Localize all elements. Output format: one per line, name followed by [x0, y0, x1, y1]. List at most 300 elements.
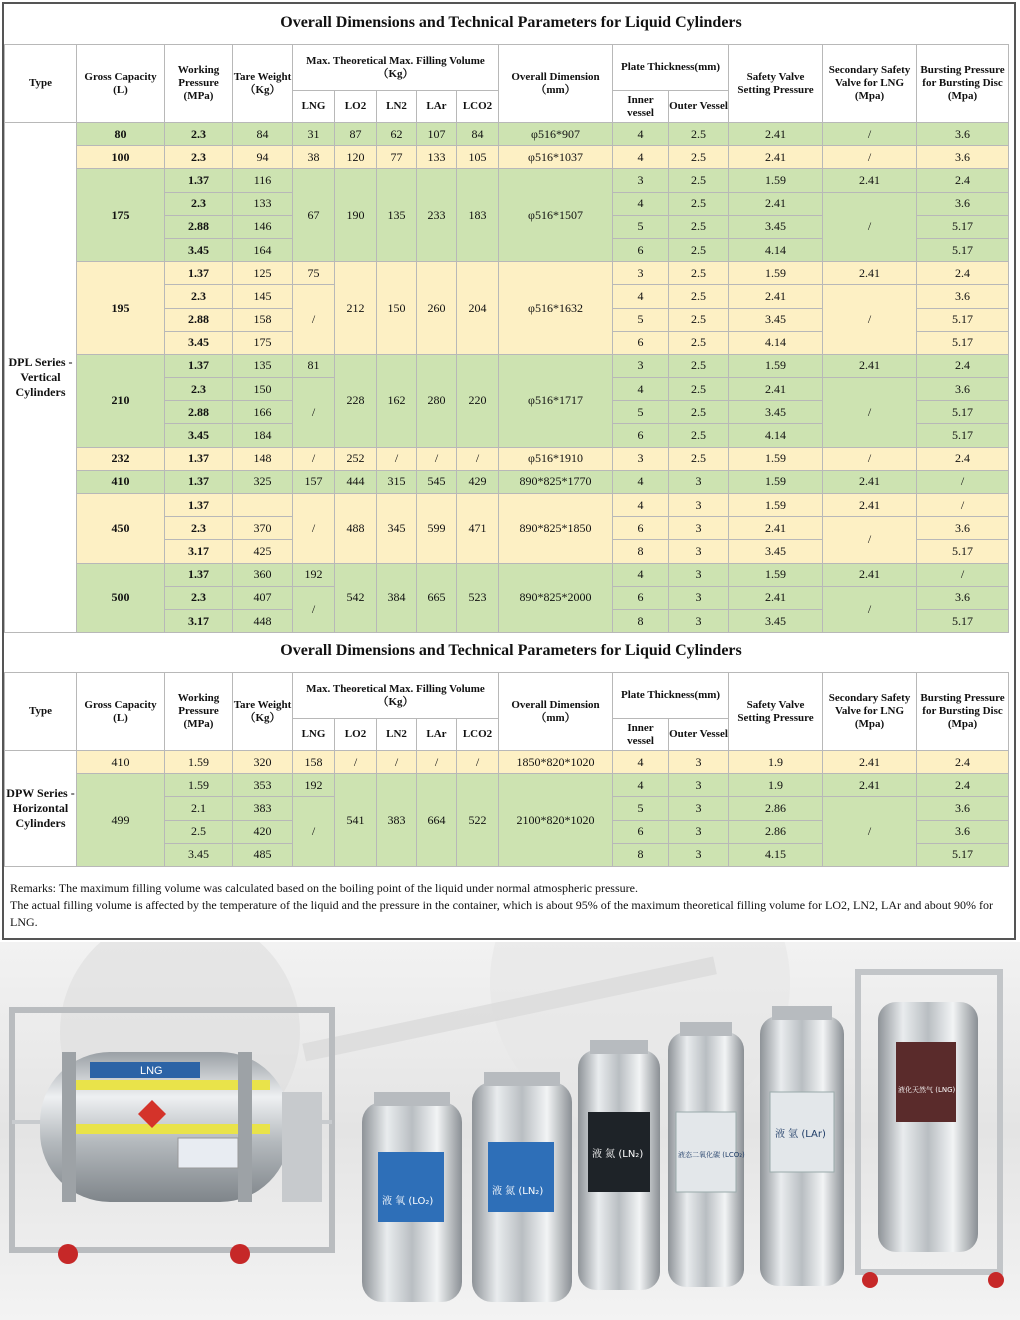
- outer-vessel: 2.5: [669, 331, 729, 354]
- working-pressure: 2.3: [165, 378, 233, 401]
- safety-valve-pressure: 4.14: [729, 238, 823, 261]
- working-pressure: 1.37: [165, 447, 233, 470]
- fill-ln2: 135: [377, 169, 417, 262]
- secondary-valve: 2.41: [823, 751, 917, 774]
- safety-valve-pressure: 1.59: [729, 470, 823, 493]
- lng-label: 液化天然气 (LNG): [898, 1086, 956, 1094]
- outer-vessel: 3: [669, 751, 729, 774]
- col-header-tare-weight: Tare Weight （Kg）: [233, 673, 293, 751]
- lng-cylinder-frame: [858, 972, 1004, 1288]
- working-pressure: 2.3: [165, 285, 233, 308]
- col-header-lar: LAr: [417, 719, 457, 751]
- safety-valve-pressure: 2.41: [729, 123, 823, 146]
- col-header-ln2: LN2: [377, 91, 417, 123]
- tare-weight: 184: [233, 424, 293, 447]
- inner-vessel: 6: [613, 586, 669, 609]
- tare-weight: 320: [233, 751, 293, 774]
- fill-lng: /: [293, 797, 335, 867]
- fill-lng: /: [293, 285, 335, 355]
- fill-lng: 38: [293, 146, 335, 169]
- overall-dimension: φ516*1632: [499, 262, 613, 355]
- gross-capacity: 410: [77, 751, 165, 774]
- tare-weight: 125: [233, 262, 293, 285]
- outer-vessel: 2.5: [669, 238, 729, 261]
- inner-vessel: 4: [613, 563, 669, 586]
- fill-lar: /: [417, 751, 457, 774]
- fill-lo2: 444: [335, 470, 377, 493]
- overall-dimension: φ516*1037: [499, 146, 613, 169]
- bursting-pressure: 3.6: [917, 285, 1009, 308]
- outer-vessel: 2.5: [669, 308, 729, 331]
- secondary-valve: /: [823, 378, 917, 448]
- fill-lo2: 488: [335, 494, 377, 564]
- working-pressure: 1.37: [165, 354, 233, 377]
- inner-vessel: 5: [613, 797, 669, 820]
- outer-vessel: 2.5: [669, 447, 729, 470]
- fill-ln2: 384: [377, 563, 417, 633]
- tare-weight: 148: [233, 447, 293, 470]
- gross-capacity: 499: [77, 774, 165, 867]
- tare-weight: 135: [233, 354, 293, 377]
- col-header-max-filling: Max. Theoretical Max. Filling Volume （Kg）: [293, 673, 499, 719]
- safety-valve-pressure: 4.15: [729, 843, 823, 866]
- tare-weight: 407: [233, 586, 293, 609]
- fill-lo2: 212: [335, 262, 377, 355]
- fill-lco2: 183: [457, 169, 499, 262]
- outer-vessel: 2.5: [669, 262, 729, 285]
- fill-lar: 133: [417, 146, 457, 169]
- bursting-pressure: /: [917, 470, 1009, 493]
- col-header-tare-weight: Tare Weight （Kg）: [233, 45, 293, 123]
- safety-valve-pressure: 2.41: [729, 378, 823, 401]
- safety-valve-pressure: 2.86: [729, 820, 823, 843]
- col-header-bursting-pressure: Bursting Pressure for Bursting Disc (Mpa): [917, 45, 1009, 123]
- overall-dimension: 890*825*1770: [499, 470, 613, 493]
- fill-lar: 599: [417, 494, 457, 564]
- working-pressure: 1.37: [165, 470, 233, 493]
- bursting-pressure: 3.6: [917, 797, 1009, 820]
- fill-ln2: 150: [377, 262, 417, 355]
- col-header-ln2: LN2: [377, 719, 417, 751]
- col-header-working-pressure: Working Pressure (MPa): [165, 45, 233, 123]
- safety-valve-pressure: 2.41: [729, 517, 823, 540]
- working-pressure: 2.5: [165, 820, 233, 843]
- tare-weight: 425: [233, 540, 293, 563]
- overall-dimension: φ516*1717: [499, 354, 613, 447]
- col-header-lco2: LCO2: [457, 719, 499, 751]
- fill-lng: 67: [293, 169, 335, 262]
- outer-vessel: 3: [669, 820, 729, 843]
- fill-lco2: 220: [457, 354, 499, 447]
- fill-lng: 157: [293, 470, 335, 493]
- fill-lco2: 471: [457, 494, 499, 564]
- horizontal-brand-label: LNG: [140, 1065, 163, 1077]
- dpl-spec-table: [4, 44, 1009, 633]
- safety-valve-pressure: 3.45: [729, 215, 823, 238]
- tare-weight: 94: [233, 146, 293, 169]
- outer-vessel: 2.5: [669, 192, 729, 215]
- bursting-pressure: 5.17: [917, 424, 1009, 447]
- fill-lar: 545: [417, 470, 457, 493]
- bursting-pressure: 5.17: [917, 238, 1009, 261]
- series-type-label: DPW Series - Horizontal Cylinders: [5, 751, 77, 867]
- fill-lng: 192: [293, 774, 335, 797]
- spec-sheet: [2, 2, 1016, 940]
- fill-lng: /: [293, 378, 335, 448]
- tare-weight: 158: [233, 308, 293, 331]
- inner-vessel: 6: [613, 331, 669, 354]
- working-pressure: 3.45: [165, 843, 233, 866]
- safety-valve-pressure: 3.45: [729, 609, 823, 632]
- fill-lo2: 541: [335, 774, 377, 867]
- outer-vessel: 3: [669, 609, 729, 632]
- table2-title: Overall Dimensions and Technical Parameters for Liquid Cylinders: [280, 642, 742, 659]
- tare-weight: 485: [233, 843, 293, 866]
- inner-vessel: 6: [613, 238, 669, 261]
- gross-capacity: 175: [77, 169, 165, 262]
- tare-weight: 175: [233, 331, 293, 354]
- col-header-lo2: LO2: [335, 91, 377, 123]
- cylinder-illustration: [0, 942, 1020, 1320]
- tare-weight: 166: [233, 401, 293, 424]
- safety-valve-pressure: 3.45: [729, 540, 823, 563]
- fill-lco2: /: [457, 447, 499, 470]
- gross-capacity: 195: [77, 262, 165, 355]
- col-header-lar: LAr: [417, 91, 457, 123]
- bursting-pressure: /: [917, 563, 1009, 586]
- working-pressure: 3.17: [165, 540, 233, 563]
- dpw-spec-table: [4, 672, 1009, 867]
- overall-dimension: 890*825*1850: [499, 494, 613, 564]
- bursting-pressure: 5.17: [917, 331, 1009, 354]
- safety-valve-pressure: 2.86: [729, 797, 823, 820]
- tare-weight: 383: [233, 797, 293, 820]
- bursting-pressure: 3.6: [917, 517, 1009, 540]
- overall-dimension: φ516*1507: [499, 169, 613, 262]
- outer-vessel: 3: [669, 586, 729, 609]
- table-row: [5, 447, 1009, 470]
- fill-lar: 280: [417, 354, 457, 447]
- tare-weight: 353: [233, 774, 293, 797]
- fill-ln2: /: [377, 447, 417, 470]
- fill-ln2: 345: [377, 494, 417, 564]
- col-header-secondary-valve: Secondary Safety Valve for LNG (Mpa): [823, 45, 917, 123]
- fill-ln2: 162: [377, 354, 417, 447]
- inner-vessel: 8: [613, 843, 669, 866]
- outer-vessel: 2.5: [669, 169, 729, 192]
- working-pressure: 1.37: [165, 494, 233, 517]
- tare-weight: 370: [233, 517, 293, 540]
- safety-valve-pressure: 2.41: [729, 192, 823, 215]
- col-header-bursting-pressure: Bursting Pressure for Bursting Disc (Mpa): [917, 673, 1009, 751]
- fill-ln2: /: [377, 751, 417, 774]
- secondary-valve: 2.41: [823, 774, 917, 797]
- fill-lng: /: [293, 494, 335, 564]
- fill-lo2: /: [335, 751, 377, 774]
- safety-valve-pressure: 1.59: [729, 563, 823, 586]
- working-pressure: 2.3: [165, 586, 233, 609]
- inner-vessel: 4: [613, 192, 669, 215]
- fill-ln2: 77: [377, 146, 417, 169]
- col-header-lng: LNG: [293, 91, 335, 123]
- safety-valve-pressure: 1.9: [729, 774, 823, 797]
- inner-vessel: 4: [613, 378, 669, 401]
- fill-lar: 260: [417, 262, 457, 355]
- bursting-pressure: 5.17: [917, 215, 1009, 238]
- overall-dimension: 2100*820*1020: [499, 774, 613, 867]
- safety-valve-pressure: 2.41: [729, 285, 823, 308]
- inner-vessel: 4: [613, 285, 669, 308]
- inner-vessel: 4: [613, 751, 669, 774]
- secondary-valve: /: [823, 517, 917, 563]
- gross-capacity: 210: [77, 354, 165, 447]
- overall-dimension: φ516*1910: [499, 447, 613, 470]
- fill-lco2: 522: [457, 774, 499, 867]
- table-row: [5, 146, 1009, 169]
- outer-vessel: 2.5: [669, 285, 729, 308]
- working-pressure: 3.45: [165, 331, 233, 354]
- col-header-secondary-valve: Secondary Safety Valve for LNG (Mpa): [823, 673, 917, 751]
- working-pressure: 2.3: [165, 146, 233, 169]
- col-header-working-pressure: Working Pressure (MPa): [165, 673, 233, 751]
- table1-title: Overall Dimensions and Technical Parameters for Liquid Cylinders: [280, 14, 742, 31]
- col-header-gross-capacity: Gross Capacity (L): [77, 45, 165, 123]
- inner-vessel: 3: [613, 262, 669, 285]
- fill-lo2: 190: [335, 169, 377, 262]
- bursting-pressure: 3.6: [917, 586, 1009, 609]
- fill-lng: 81: [293, 354, 335, 377]
- bursting-pressure: 2.4: [917, 262, 1009, 285]
- inner-vessel: 6: [613, 820, 669, 843]
- outer-vessel: 2.5: [669, 424, 729, 447]
- working-pressure: 1.59: [165, 774, 233, 797]
- inner-vessel: 4: [613, 123, 669, 146]
- fill-lco2: 84: [457, 123, 499, 146]
- table-row: [5, 169, 1009, 192]
- table-row: [5, 123, 1009, 146]
- working-pressure: 1.59: [165, 751, 233, 774]
- gross-capacity: 450: [77, 494, 165, 564]
- table-row: [5, 262, 1009, 285]
- fill-lar: /: [417, 447, 457, 470]
- bursting-pressure: 2.4: [917, 447, 1009, 470]
- col-header-max-filling: Max. Theoretical Max. Filling Volume （Kg）: [293, 45, 499, 91]
- lco2-label: 液态二氧化碳 (LCO₂): [678, 1151, 745, 1159]
- lo2-label: 液 氧 (LO₂): [382, 1196, 434, 1207]
- fill-lo2: 252: [335, 447, 377, 470]
- working-pressure: 1.37: [165, 262, 233, 285]
- safety-valve-pressure: 1.59: [729, 169, 823, 192]
- secondary-valve: 2.41: [823, 494, 917, 517]
- inner-vessel: 4: [613, 146, 669, 169]
- working-pressure: 2.1: [165, 797, 233, 820]
- outer-vessel: 2.5: [669, 123, 729, 146]
- ln2-label-a: 液 氮 (LN₂): [492, 1186, 544, 1197]
- col-header-lo2: LO2: [335, 719, 377, 751]
- table-row: [5, 563, 1009, 586]
- safety-valve-pressure: 1.9: [729, 751, 823, 774]
- outer-vessel: 2.5: [669, 146, 729, 169]
- bursting-pressure: 3.6: [917, 192, 1009, 215]
- col-header-inner-vessel: Inner vessel: [613, 91, 669, 123]
- safety-valve-pressure: 2.41: [729, 146, 823, 169]
- outer-vessel: 3: [669, 540, 729, 563]
- inner-vessel: 5: [613, 308, 669, 331]
- working-pressure: 2.3: [165, 517, 233, 540]
- outer-vessel: 3: [669, 563, 729, 586]
- gross-capacity: 410: [77, 470, 165, 493]
- fill-lar: 665: [417, 563, 457, 633]
- col-header-overall-dimension: Overall Dimension （mm）: [499, 673, 613, 751]
- bursting-pressure: 5.17: [917, 401, 1009, 424]
- outer-vessel: 2.5: [669, 378, 729, 401]
- fill-lco2: 429: [457, 470, 499, 493]
- outer-vessel: 2.5: [669, 354, 729, 377]
- outer-vessel: 3: [669, 494, 729, 517]
- col-header-outer-vessel: Outer Vessel: [669, 719, 729, 751]
- table-row: [5, 751, 1009, 774]
- safety-valve-pressure: 4.14: [729, 424, 823, 447]
- bursting-pressure: /: [917, 494, 1009, 517]
- remarks: [10, 880, 1010, 931]
- outer-vessel: 3: [669, 517, 729, 540]
- working-pressure: 2.88: [165, 215, 233, 238]
- outer-vessel: 3: [669, 797, 729, 820]
- working-pressure: 2.3: [165, 192, 233, 215]
- secondary-valve: /: [823, 586, 917, 632]
- col-header-type: Type: [5, 673, 77, 751]
- safety-valve-pressure: 3.45: [729, 401, 823, 424]
- tare-weight: 146: [233, 215, 293, 238]
- safety-valve-pressure: 1.59: [729, 494, 823, 517]
- col-header-safety-valve: Safety Valve Setting Pressure: [729, 45, 823, 123]
- outer-vessel: 2.5: [669, 215, 729, 238]
- fill-lng: /: [293, 586, 335, 632]
- tare-weight: 145: [233, 285, 293, 308]
- remarks-line-1: Remarks: The maximum filling volume was calculated based on the boiling point of the liquid under normal atmospheric pressure.: [10, 881, 638, 895]
- fill-lar: 107: [417, 123, 457, 146]
- fill-lo2: 542: [335, 563, 377, 633]
- inner-vessel: 4: [613, 494, 669, 517]
- col-header-plate-thickness: Plate Thickness(mm): [613, 673, 729, 719]
- working-pressure: 1.37: [165, 563, 233, 586]
- outer-vessel: 3: [669, 470, 729, 493]
- fill-ln2: 315: [377, 470, 417, 493]
- gross-capacity: 100: [77, 146, 165, 169]
- fill-lng: 75: [293, 262, 335, 285]
- table-row: [5, 774, 1009, 797]
- tare-weight: 360: [233, 563, 293, 586]
- fill-lng: /: [293, 447, 335, 470]
- col-header-outer-vessel: Outer Vessel: [669, 91, 729, 123]
- tare-weight: 133: [233, 192, 293, 215]
- working-pressure: 3.45: [165, 424, 233, 447]
- working-pressure: 2.3: [165, 123, 233, 146]
- fill-lng: 31: [293, 123, 335, 146]
- working-pressure: 2.88: [165, 308, 233, 331]
- inner-vessel: 5: [613, 401, 669, 424]
- safety-valve-pressure: 2.41: [729, 586, 823, 609]
- secondary-valve: /: [823, 285, 917, 355]
- inner-vessel: 3: [613, 354, 669, 377]
- safety-valve-pressure: 1.59: [729, 354, 823, 377]
- lar-label: 液 氩 (LAr): [775, 1129, 826, 1140]
- ln2-label-b: 液 氮 (LN₂): [592, 1149, 644, 1160]
- fill-lco2: 204: [457, 262, 499, 355]
- secondary-valve: 2.41: [823, 470, 917, 493]
- tare-weight: 150: [233, 378, 293, 401]
- col-header-inner-vessel: Inner vessel: [613, 719, 669, 751]
- fill-lco2: 523: [457, 563, 499, 633]
- overall-dimension: 890*825*2000: [499, 563, 613, 633]
- secondary-valve: /: [823, 146, 917, 169]
- bursting-pressure: 2.4: [917, 774, 1009, 797]
- fill-ln2: 383: [377, 774, 417, 867]
- vertical-cylinder-1: [362, 1092, 462, 1302]
- tare-weight: 325: [233, 470, 293, 493]
- bursting-pressure: 3.6: [917, 146, 1009, 169]
- bursting-pressure: 3.6: [917, 123, 1009, 146]
- working-pressure: 1.37: [165, 169, 233, 192]
- inner-vessel: 4: [613, 774, 669, 797]
- gross-capacity: 500: [77, 563, 165, 633]
- bursting-pressure: 5.17: [917, 609, 1009, 632]
- product-photo: [0, 942, 1020, 1320]
- bursting-pressure: 2.4: [917, 354, 1009, 377]
- remarks-line-2: The actual filling volume is affected by the temperature of the liquid and the pressure in the container, which is about 95% of the maximum theoretical filling volume for LO2, LN2, LAr and about 90% for LNG.: [10, 898, 994, 929]
- col-header-lng: LNG: [293, 719, 335, 751]
- bursting-pressure: 5.17: [917, 540, 1009, 563]
- bursting-pressure: 3.6: [917, 820, 1009, 843]
- secondary-valve: /: [823, 123, 917, 146]
- tare-weight: 84: [233, 123, 293, 146]
- tare-weight: [233, 494, 293, 517]
- fill-lo2: 228: [335, 354, 377, 447]
- secondary-valve: /: [823, 192, 917, 262]
- tare-weight: 448: [233, 609, 293, 632]
- fill-lo2: 120: [335, 146, 377, 169]
- col-header-plate-thickness: Plate Thickness(mm): [613, 45, 729, 91]
- inner-vessel: 5: [613, 215, 669, 238]
- overall-dimension: φ516*907: [499, 123, 613, 146]
- outer-vessel: 3: [669, 774, 729, 797]
- inner-vessel: 3: [613, 169, 669, 192]
- inner-vessel: 8: [613, 540, 669, 563]
- fill-lng: 158: [293, 751, 335, 774]
- secondary-valve: /: [823, 447, 917, 470]
- tare-weight: 116: [233, 169, 293, 192]
- working-pressure: 3.45: [165, 238, 233, 261]
- table-row: [5, 470, 1009, 493]
- fill-lar: 664: [417, 774, 457, 867]
- col-header-overall-dimension: Overall Dimension （mm）: [499, 45, 613, 123]
- gross-capacity: 80: [77, 123, 165, 146]
- vertical-cylinder-3: [578, 1040, 660, 1290]
- inner-vessel: 6: [613, 424, 669, 447]
- overall-dimension: 1850*820*1020: [499, 751, 613, 774]
- col-header-safety-valve: Safety Valve Setting Pressure: [729, 673, 823, 751]
- fill-lng: 192: [293, 563, 335, 586]
- gross-capacity: 232: [77, 447, 165, 470]
- inner-vessel: 4: [613, 470, 669, 493]
- fill-lco2: /: [457, 751, 499, 774]
- safety-valve-pressure: 4.14: [729, 331, 823, 354]
- tare-weight: 420: [233, 820, 293, 843]
- safety-valve-pressure: 1.59: [729, 262, 823, 285]
- secondary-valve: /: [823, 797, 917, 867]
- bursting-pressure: 5.17: [917, 308, 1009, 331]
- inner-vessel: 6: [613, 517, 669, 540]
